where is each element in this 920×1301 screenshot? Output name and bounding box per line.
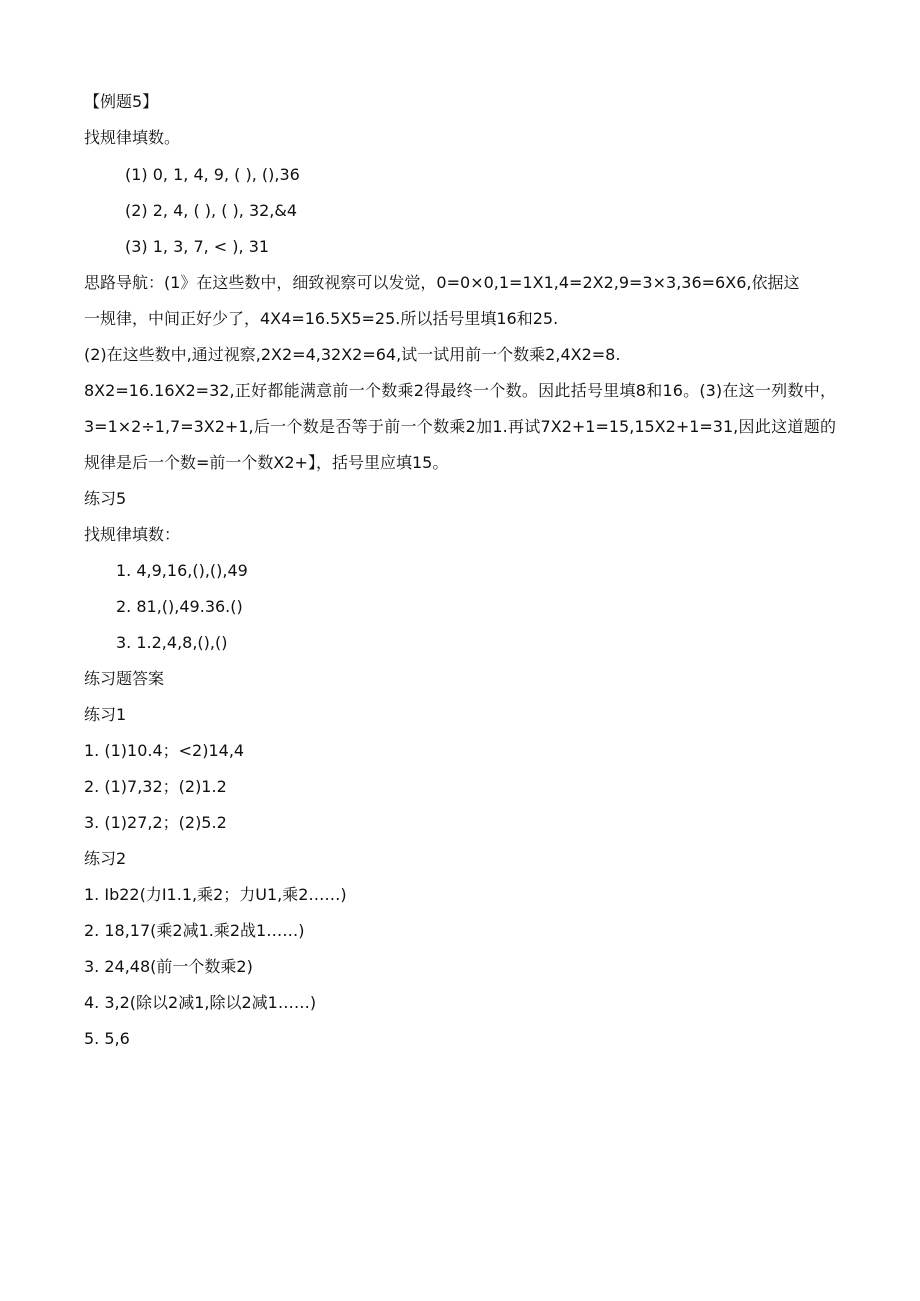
example-instruction: 找规律填数。 bbox=[84, 128, 181, 147]
practice2-answer-1: 1. Ib22(力I1.1,乘2；力U1,乘2……) bbox=[84, 885, 347, 904]
practice2-answer-5: 5. 5,6 bbox=[84, 1029, 130, 1048]
practice5-instruction: 找规律填数： bbox=[84, 525, 181, 544]
example-item-3: (3) 1, 3, 7, < ), 31 bbox=[125, 237, 270, 256]
practice5-item-3: 3. 1.2,4,8,(),() bbox=[116, 633, 228, 652]
practice2-answer-4: 4. 3,2(除以2减1,除以2减1……) bbox=[84, 993, 317, 1012]
practice2-answer-3: 3. 24,48(前一个数乘2) bbox=[84, 957, 253, 976]
analysis-line-1: 思路导航：(1》在这些数中，细致视察可以发觉，0=0×0,1=1X1,4=2X2,9=3×3,36=6X6,依据这 bbox=[84, 273, 800, 292]
practice1-heading: 练习1 bbox=[84, 705, 127, 724]
practice2-heading: 练习2 bbox=[84, 849, 127, 868]
practice1-answer-1: 1. (1)10.4；<2)14,4 bbox=[84, 741, 245, 760]
practice5-heading: 练习5 bbox=[84, 489, 127, 508]
example-item-1: (1) 0, 1, 4, 9, ( ), (),36 bbox=[125, 165, 300, 184]
example-heading: 【例题5】 bbox=[84, 92, 159, 111]
analysis-paragraph-2: (2)在这些数中,通过视察,2X2=4,32X2=64,试一试用前一个数乘2,4X2=8. bbox=[84, 345, 621, 364]
example-item-2: (2) 2, 4, ( ), ( ), 32,&4 bbox=[125, 201, 298, 220]
practice1-answer-2: 2. (1)7,32；(2)1.2 bbox=[84, 777, 227, 796]
analysis-line-2: 一规律，中间正好少了，4X4=16.5X5=25.所以括号里填16和25. bbox=[84, 309, 559, 328]
answers-heading: 练习题答案 bbox=[84, 669, 165, 688]
practice5-item-2: 2. 81,(),49.36.() bbox=[116, 597, 243, 616]
practice2-answer-2: 2. 18,17(乘2减1.乘2战1……) bbox=[84, 921, 305, 940]
analysis-paragraph-3: 8X2=16.16X2=32,正好都能满意前一个数乘2得最终一个数。因此括号里填8和16。(3)在这一列数中，3=1×2÷1,7=3X2+1,后一个数是否等于前一个数乘2加1.再试7X2+1=15,15X2+1=31,因此这道题的规律是后一个数=前一个数X2+】，括号里应填15。 bbox=[84, 381, 836, 472]
practice1-answer-3: 3. (1)27,2；(2)5.2 bbox=[84, 813, 227, 832]
practice5-item-1: 1. 4,9,16,(),(),49 bbox=[116, 561, 248, 580]
